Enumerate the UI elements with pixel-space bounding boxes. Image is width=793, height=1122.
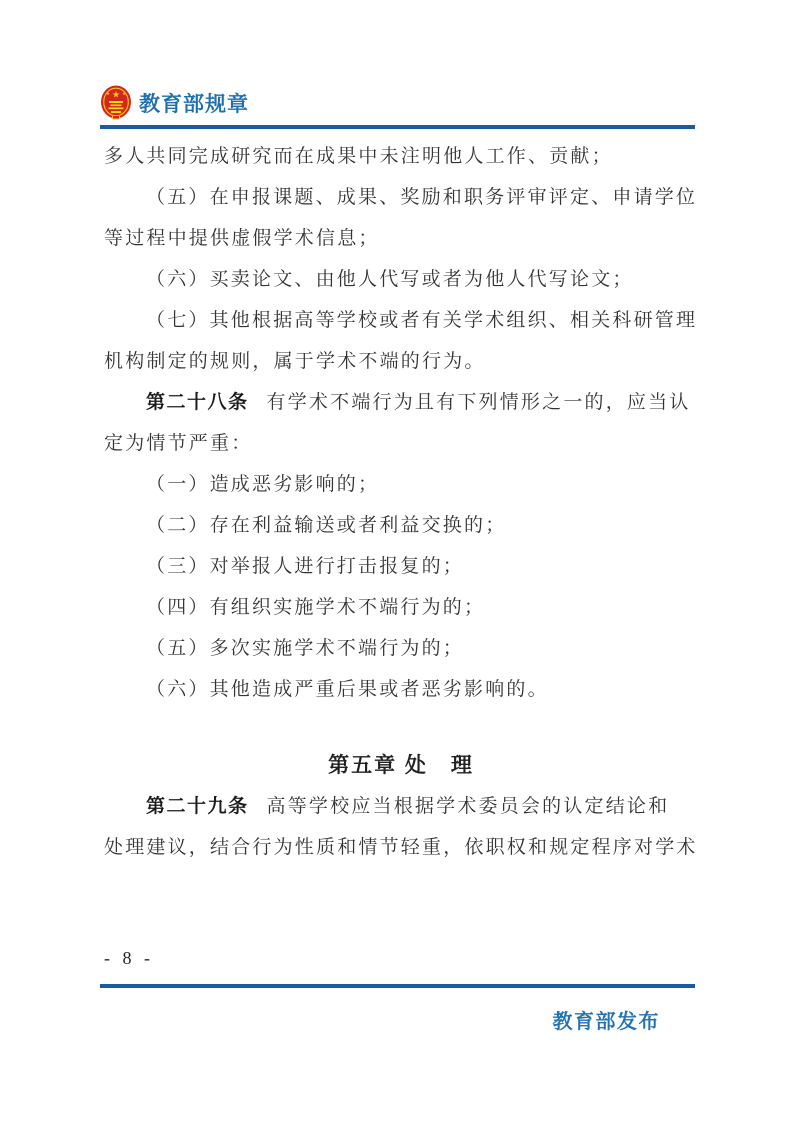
header-rule bbox=[100, 125, 695, 129]
body-line bbox=[104, 464, 698, 505]
line-text: （七）其他根据高等学校或者有关学术组织、相关科研管理 bbox=[146, 310, 698, 331]
body-line bbox=[104, 177, 698, 218]
body-line bbox=[104, 505, 698, 546]
line-text: 有学术不端行为且有下列情形之一的，应当认 bbox=[266, 392, 691, 413]
body-line bbox=[104, 587, 698, 628]
line-text: （二）存在利益输送或者利益交换的； bbox=[146, 515, 507, 536]
chapter-heading: 第五章 处 理 bbox=[328, 754, 474, 777]
page-number: - 8 - bbox=[104, 948, 154, 968]
svg-text:★: ★ bbox=[122, 91, 126, 96]
header-title: 教育部规章 bbox=[139, 92, 249, 116]
line-text: （三）对举报人进行打击报复的； bbox=[146, 556, 465, 577]
svg-text:★: ★ bbox=[106, 91, 110, 96]
document-body bbox=[104, 136, 698, 868]
body-line bbox=[104, 218, 698, 259]
line-text: （五）在申报课题、成果、奖励和职务评审评定、申请学位 bbox=[146, 187, 698, 208]
body-line bbox=[104, 669, 698, 710]
body-line bbox=[104, 382, 698, 423]
line-text: 等过程中提供虚假学术信息； bbox=[104, 228, 380, 249]
body-line bbox=[104, 827, 698, 868]
national-emblem-icon bbox=[100, 84, 132, 121]
body-line bbox=[104, 423, 698, 464]
body-line bbox=[104, 786, 698, 827]
body-line bbox=[104, 259, 698, 300]
article-number: 第二十八条 bbox=[146, 392, 249, 413]
page-header bbox=[100, 84, 695, 121]
line-text: （五）多次实施学术不端行为的； bbox=[146, 638, 465, 659]
article-number: 第二十九条 bbox=[146, 796, 249, 817]
line-text: （六）买卖论文、由他人代写或者为他人代写论文； bbox=[146, 269, 634, 290]
body-line bbox=[104, 546, 698, 587]
body-line bbox=[104, 341, 698, 382]
line-text: （六）其他造成严重后果或者恶劣影响的。 bbox=[146, 679, 549, 700]
svg-text:★: ★ bbox=[111, 89, 121, 100]
line-text: 多人共同完成研究而在成果中未注明他人工作、贡献； bbox=[104, 146, 613, 167]
publisher-label: 教育部发布 bbox=[552, 1011, 660, 1033]
body-line bbox=[104, 136, 698, 177]
line-text: 机构制定的规则，属于学术不端的行为。 bbox=[104, 351, 486, 372]
footer-rule bbox=[100, 984, 695, 988]
body-line bbox=[104, 628, 698, 669]
line-text: （一）造成恶劣影响的； bbox=[146, 474, 380, 495]
line-text: 定为情节严重： bbox=[104, 433, 253, 454]
line-text: （四）有组织实施学术不端行为的； bbox=[146, 597, 486, 618]
line-text: 高等学校应当根据学术委员会的认定结论和 bbox=[266, 796, 670, 817]
line-text: 处理建议，结合行为性质和情节轻重，依职权和规定程序对学术 bbox=[104, 837, 698, 858]
body-line bbox=[104, 300, 698, 341]
